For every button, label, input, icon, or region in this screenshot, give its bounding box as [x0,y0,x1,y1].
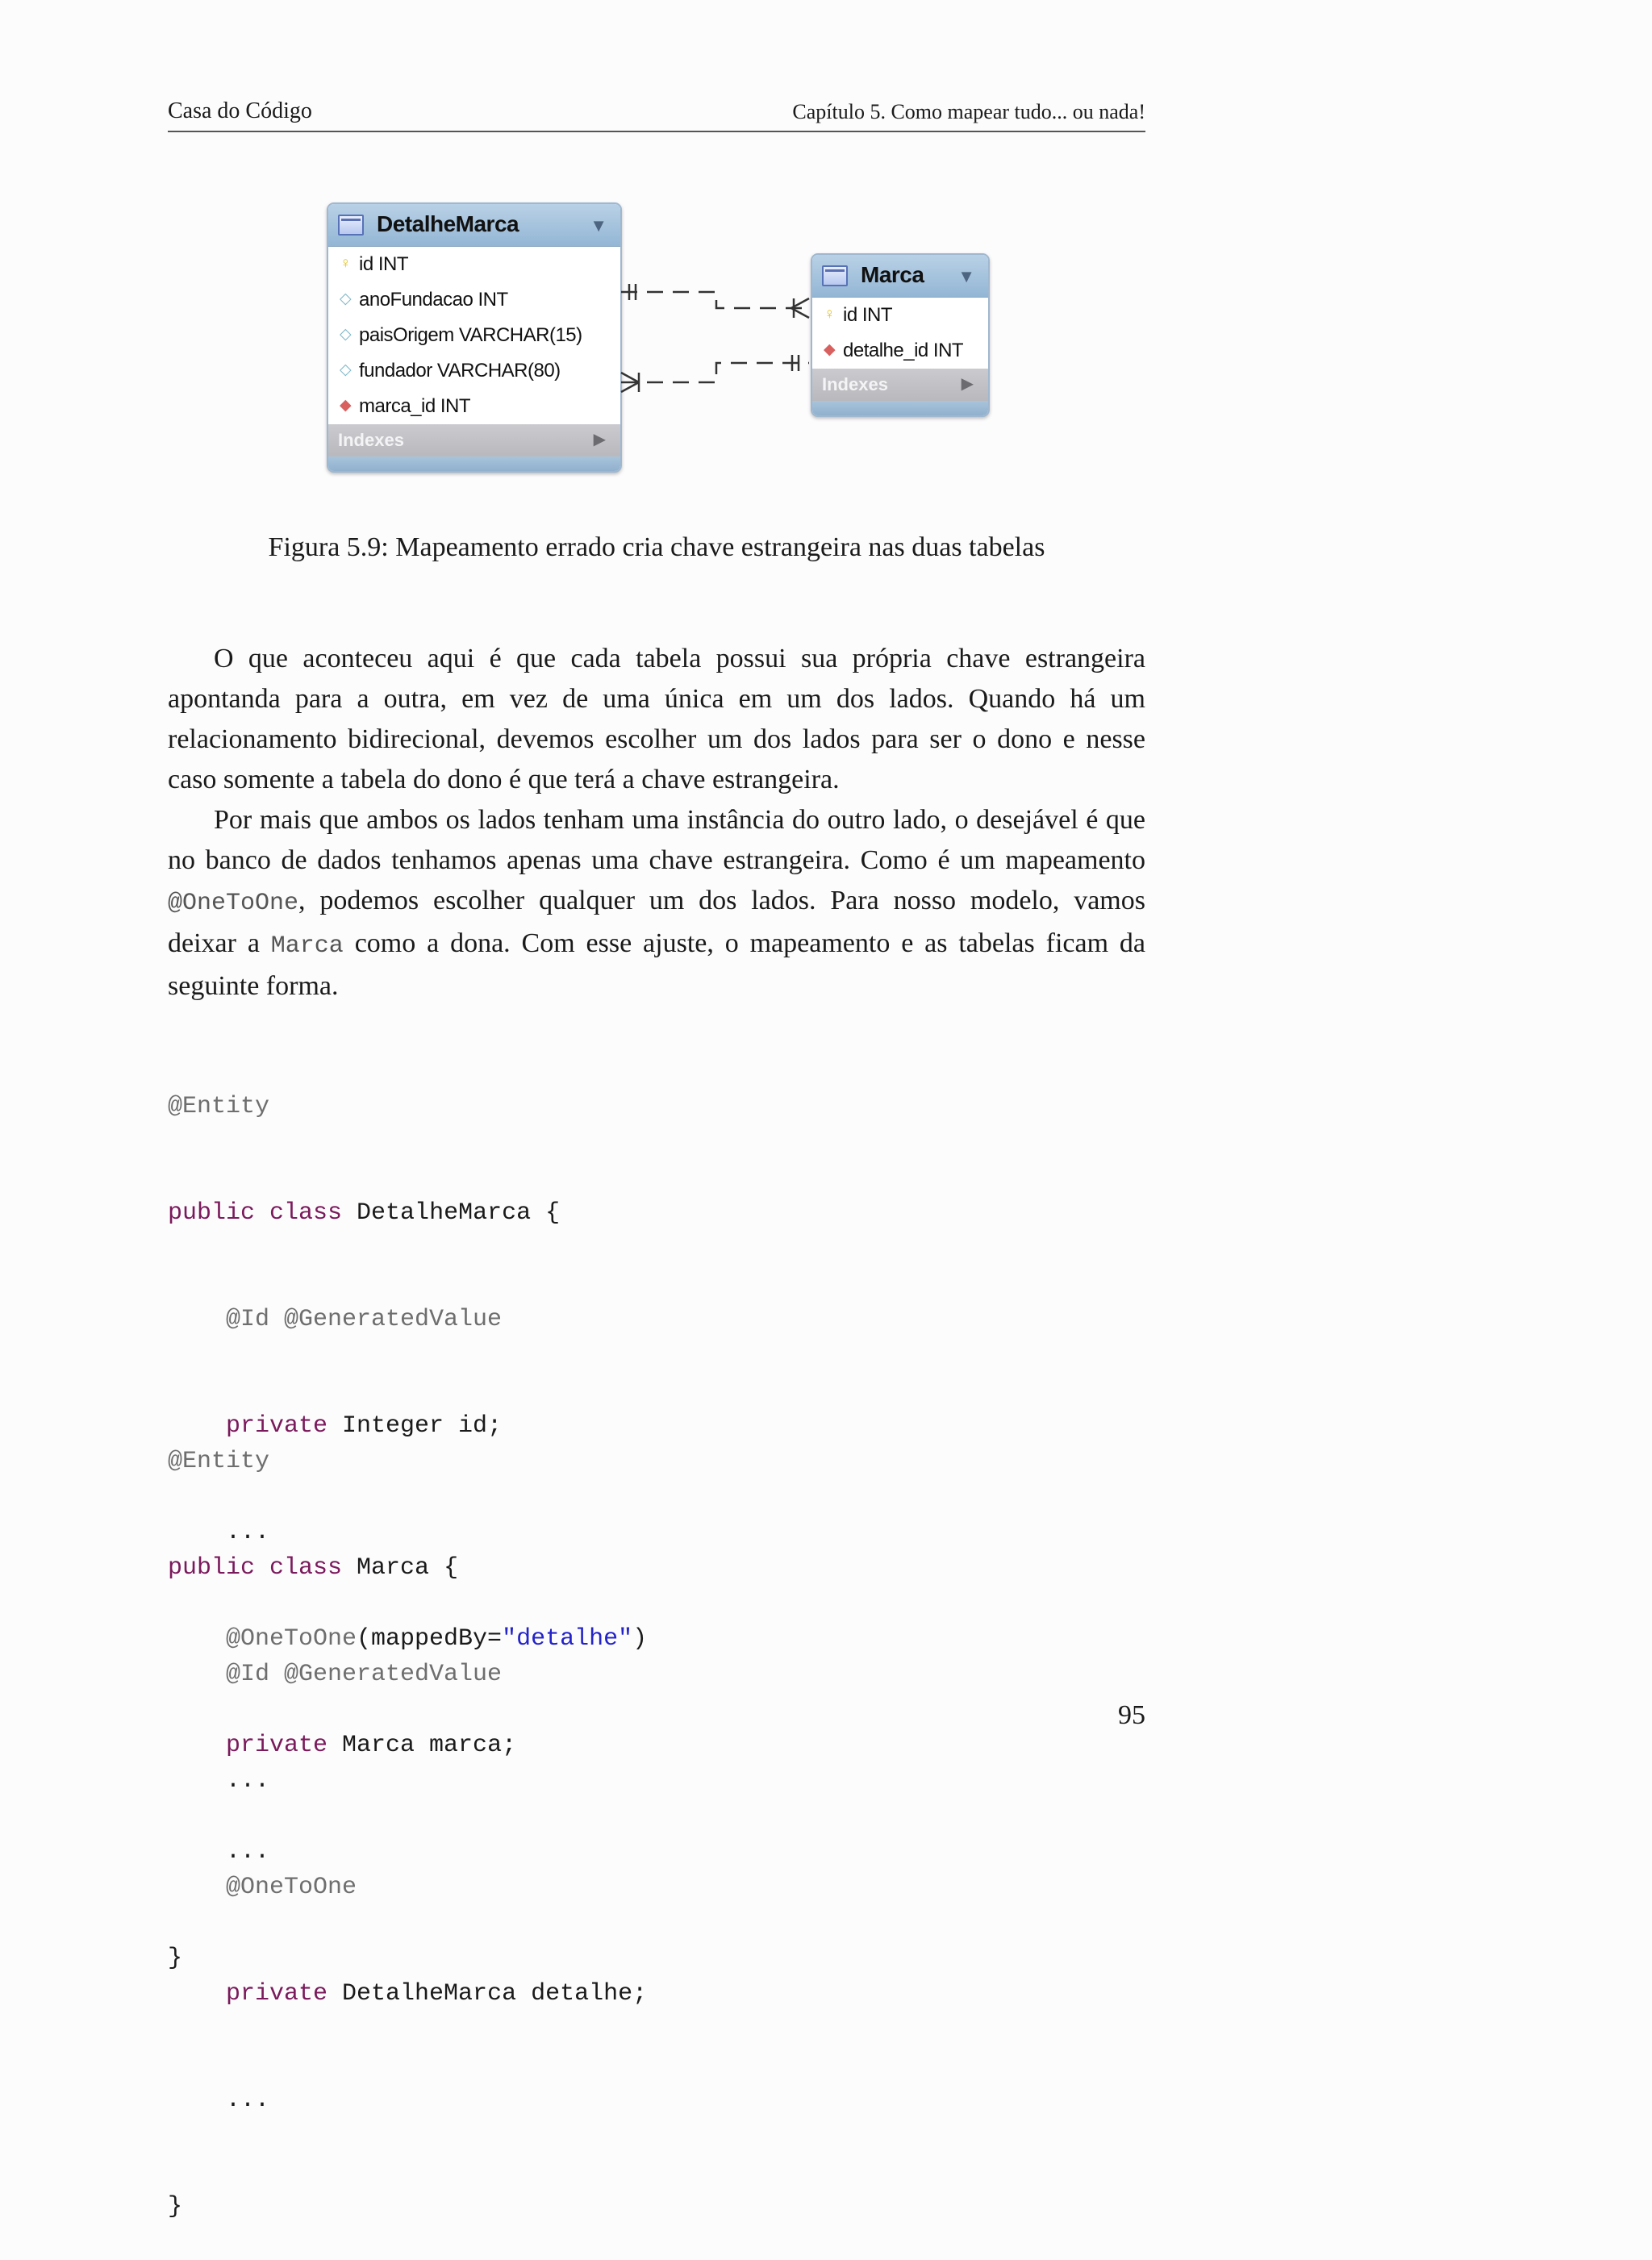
text-run: , podemos escolher qualquer um dos lados. Para nosso modelo, vamos deixar a [168,886,1145,958]
text-run: Por mais que ambos os lados tenham uma instância do outro lado, o desejável é que no banco de dados tenhamos apenas uma chave estrangeira. Como é um mapeamento [168,805,1145,875]
collapse-triangle-icon: ▼ [590,215,607,236]
body-text [168,639,1145,1007]
code-annotation: @Id @GeneratedValue [226,1661,503,1688]
code-line [168,1763,647,1799]
indexes-label: Indexes [338,430,404,450]
column-label: paisOrigem VARCHAR(15) [359,324,582,346]
column-label: marca_id INT [359,395,471,417]
code-line [168,1657,647,1692]
code-line [168,2083,647,2118]
text-run: como a dona. Com esse ajuste, o mapeamento e as tabelas ficam da seguinte forma. [168,928,1145,1001]
column-row [328,282,620,318]
code-keyword: private [226,1732,328,1759]
code-listing-marca [168,1373,647,2260]
column-label: id INT [359,253,409,275]
inline-code: Marca [270,932,344,960]
indexes-bar [812,369,988,401]
column-label: id INT [843,304,893,326]
code-text: Marca marca; [327,1732,517,1759]
book-title: Casa do Código [168,98,312,123]
code-keyword: public class [168,1199,343,1227]
code-text: DetalheMarca { [342,1199,561,1227]
column-row [812,298,988,333]
column-row [328,389,620,424]
table-icon [338,215,364,236]
code-annotation: @OneToOne [226,1625,357,1653]
code-annotation: @OneToOne [226,1874,357,1901]
code-text: DetalheMarca detalhe; [327,1980,648,2008]
table-footer [328,457,620,471]
column-label: fundador VARCHAR(80) [359,360,561,382]
code-line [168,1870,647,1905]
table-footer [812,401,988,415]
column-label: detalhe_id INT [843,340,964,361]
code-line [168,1302,647,1337]
expand-triangle-icon: ▶ [961,375,974,393]
table-marca [811,253,990,417]
column-row [328,247,620,282]
relationship-line-upper [621,292,809,308]
code-text: (mappedBy= [357,1625,503,1653]
code-line: @Entity [168,1093,270,1120]
code-text: ... [226,2087,270,2114]
code-keyword: private [226,1980,328,2008]
inline-code: @OneToOne [168,890,299,917]
code-line [168,1976,647,2012]
table-icon [822,265,848,286]
table-detalhemarca [327,202,622,473]
code-line [168,1195,647,1231]
column-icon: ◇ [339,290,352,307]
foreign-key-icon: ◆ [823,341,836,358]
table-header [812,255,988,298]
foreign-key-icon: ◆ [339,397,352,414]
code-text: Integer id; [327,1412,503,1440]
code-line: } [168,2193,183,2220]
page-number: 95 [1118,1700,1145,1730]
code-line: @Entity [168,1448,270,1475]
er-diagram [0,0,1652,500]
code-text: ... [226,1519,270,1546]
code-text: ) [632,1625,648,1653]
code-keyword: public class [168,1554,343,1582]
column-row [328,318,620,353]
table-title: DetalheMarca [377,211,519,236]
code-text: ... [226,1767,270,1795]
column-label: anoFundacao INT [359,289,508,311]
code-line [168,1550,647,1586]
indexes-label: Indexes [822,374,888,394]
indexes-bar [328,424,620,457]
code-keyword: private [226,1412,328,1440]
table-header [328,204,620,247]
running-header [168,95,1145,132]
relationship-line-lower [621,363,809,382]
code-line: } [168,1945,183,1972]
chapter-title: Capítulo 5. Como mapear tudo... ou nada! [792,100,1145,123]
table-title: Marca [861,262,924,287]
paragraph: O que aconteceu aqui é que cada tabela possui sua própria chave estrangeira apontanda para a outra, em vez de uma única em um dos lados. Quando há um relacionamento bidirecional, devemos escolher um dos lados para ser o dono e nesse caso somente a tabela do dono é que terá a chave estrangeira. [168,644,1145,794]
figure-caption: Figura 5.9: Mapeamento errado cria chave estrangeira nas duas tabelas [268,532,1045,562]
column-row [328,353,620,389]
collapse-triangle-icon: ▼ [957,266,975,286]
key-icon: ♀ [824,306,835,323]
key-icon: ♀ [340,255,351,272]
code-string: "detalhe" [502,1625,633,1653]
code-text: ... [226,1838,270,1866]
code-annotation: @Id @GeneratedValue [226,1306,503,1333]
column-row [812,333,988,369]
expand-triangle-icon: ▶ [593,431,606,448]
column-icon: ◇ [339,361,352,378]
paragraph [168,800,1145,1007]
code-text: Marca { [342,1554,459,1582]
relationship-lines [0,0,1652,500]
column-icon: ◇ [339,326,352,343]
